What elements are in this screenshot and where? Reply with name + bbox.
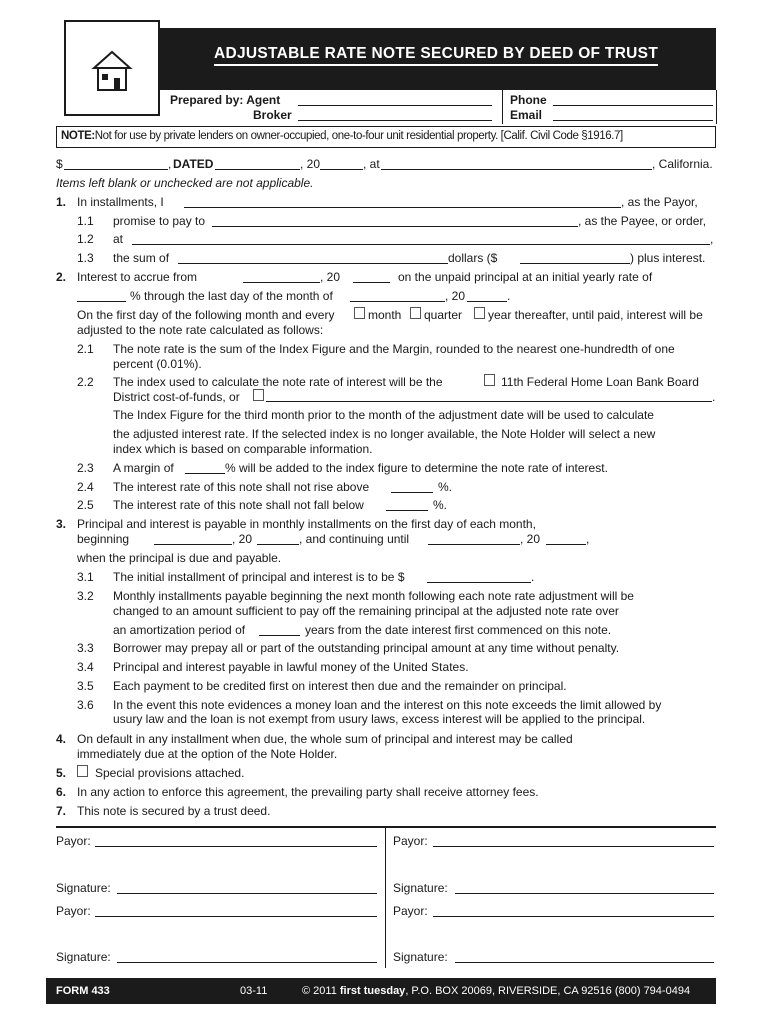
item-3-6-line-1: In the event this note evidences a money loan and the interest on this note exceeds the limit allowed by <box>113 698 662 712</box>
item-2-1-line-2: percent (0.01%). <box>113 357 202 371</box>
sum-words-field[interactable] <box>178 263 448 264</box>
agent-field[interactable] <box>298 105 492 106</box>
item-3-4-number: 3.4 <box>77 660 94 674</box>
signature-label-left-2: Signature: <box>56 950 111 964</box>
phone-label: Phone <box>510 93 547 107</box>
item-2-2-line-4: the adjusted interest rate. If the selected index is no longer available, the Note Holder will select a new <box>113 427 656 441</box>
dated-field[interactable] <box>215 169 300 170</box>
blank-note: Items left blank or unchecked are not applicable. <box>56 176 314 190</box>
section-1-number: 1. <box>56 195 67 209</box>
item-2-1-number: 2.1 <box>77 342 94 356</box>
amortization-period-field[interactable] <box>259 635 300 636</box>
broker-label: Broker <box>253 108 292 122</box>
item-2-2-line-1b: 11th Federal Home Loan Bank Board <box>501 375 699 389</box>
document-title: ADJUSTABLE RATE NOTE SECURED BY DEED OF TRUST <box>214 45 658 66</box>
margin-field[interactable] <box>185 473 225 474</box>
beginning-date-field[interactable] <box>154 544 232 545</box>
item-2-4-text-b: %. <box>438 480 453 494</box>
item-2-2-line-5: index which is based on comparable information. <box>113 442 373 456</box>
section-5-number: 5. <box>56 766 67 780</box>
section-4-line-1: On default in any installment when due, the whole sum of principal and interest may be called <box>77 732 573 746</box>
quarter-checkbox[interactable] <box>410 307 421 319</box>
item-3-6-number: 3.6 <box>77 698 94 712</box>
beginning-year-field[interactable] <box>257 544 299 545</box>
section-2-line-4: adjusted to the note rate calculated as follows: <box>77 323 324 337</box>
amount-field[interactable] <box>64 169 168 170</box>
item-3-5-number: 3.5 <box>77 679 94 693</box>
at-label: , at <box>363 157 380 171</box>
section-7-number: 7. <box>56 804 67 818</box>
rate-floor-field[interactable] <box>386 510 428 511</box>
item-3-1-text-b: . <box>531 570 535 584</box>
section-4-number: 4. <box>56 732 67 746</box>
house-icon <box>66 22 158 114</box>
section-6-number: 6. <box>56 785 67 799</box>
item-3-2-line-3b: years from the date interest first commenced on this note. <box>305 623 612 637</box>
item-3-2-number: 3.2 <box>77 589 94 603</box>
item-3-5-text: Each payment to be credited first on interest then due and the remainder on principal. <box>113 679 567 693</box>
item-1-3-tail: ) plus interest. <box>630 251 706 265</box>
section-2-line-2c: . <box>507 289 511 303</box>
accrue-year-field[interactable] <box>353 282 390 283</box>
item-3-1-number: 3.1 <box>77 570 94 584</box>
accrue-date-field[interactable] <box>243 282 320 283</box>
signature-field-left-1[interactable] <box>117 893 377 894</box>
item-1-3-mid: dollars ($ <box>448 251 498 265</box>
item-1-1-tail: , as the Payee, or order, <box>578 214 707 228</box>
item-2-4-text-a: The interest rate of this note shall not rise above <box>113 480 370 494</box>
publisher-address: , P.O. BOX 20069, RIVERSIDE, CA 92516 (800) 794-0494 <box>405 985 691 997</box>
section-5-text: Special provisions attached. <box>95 766 245 780</box>
item-3-2-line-3a: an amortization period of <box>113 623 246 637</box>
payor-field-right-1[interactable] <box>433 846 714 847</box>
rate-year-field[interactable] <box>467 301 507 302</box>
section-1-text: In installments, I <box>77 195 164 209</box>
item-2-3-text-a: A margin of <box>113 461 174 475</box>
payor-label-left-2: Payor: <box>56 904 91 918</box>
section-2-line-1c: on the unpaid principal at an initial yearly rate of <box>398 270 653 284</box>
special-provisions-checkbox[interactable] <box>77 765 88 777</box>
section-3-line-1: Principal and interest is payable in monthly installments on the first day of each month, <box>77 517 536 531</box>
dated-label: DATED <box>173 157 214 171</box>
item-3-2-line-2: changed to an amount sufficient to pay off the remaining principal at the adjusted note rate over <box>113 604 619 618</box>
payor-name-field[interactable] <box>184 207 621 208</box>
payor-label-right-2: Payor: <box>393 904 428 918</box>
copyright-text: © 2011 <box>302 985 337 997</box>
month-checkbox[interactable] <box>354 307 365 319</box>
section-2-line-2b: , 20 <box>445 289 466 303</box>
item-3-6-line-2: usury law and the loan is not exempt from usury laws, excess interest will be applied to the principal. <box>113 712 646 726</box>
logo <box>64 20 160 116</box>
item-2-5-text-b: %. <box>433 498 448 512</box>
item-1-3-number: 1.3 <box>77 251 94 265</box>
dated-comma: , <box>168 157 172 171</box>
form-number: FORM 433 <box>56 985 110 997</box>
year-checkbox[interactable] <box>474 307 485 319</box>
footer-publisher-line <box>302 985 690 997</box>
section-2-line-1b: , 20 <box>320 270 341 284</box>
section-3-line-2b: , 20 <box>232 532 253 546</box>
payor-field-left-1[interactable] <box>95 846 377 847</box>
year-field[interactable] <box>320 169 363 170</box>
item-2-2-line-2-tail: . <box>712 390 716 404</box>
payor-field-left-2[interactable] <box>95 916 377 917</box>
item-2-3-number: 2.3 <box>77 461 94 475</box>
dollar-sign: $ <box>56 157 63 171</box>
phone-field[interactable] <box>553 105 713 106</box>
item-3-2-line-1: Monthly installments payable beginning the next month following each note rate adjustment will be <box>113 589 634 603</box>
note-label: NOTE: <box>61 130 95 142</box>
signature-divider <box>56 826 716 828</box>
publisher-name: first tuesday <box>339 985 406 997</box>
item-2-2-line-3: The Index Figure for the third month prior to the month of the adjustment date will be used to calculate <box>113 408 654 422</box>
item-1-1-text: promise to pay to <box>113 214 206 228</box>
section-3-line-2e: , <box>586 532 590 546</box>
section-2-line-2a: % through the last day of the month of <box>130 289 333 303</box>
item-1-1-number: 1.1 <box>77 214 94 228</box>
section-6-text: In any action to enforce this agreement, the prevailing party shall receive attorney fees. <box>77 785 539 799</box>
year-prefix: , 20 <box>300 157 321 171</box>
fhlbb-index-checkbox[interactable] <box>484 374 495 386</box>
year-option-label: year thereafter, until paid, interest will be <box>488 308 703 322</box>
payment-location-field[interactable] <box>132 244 710 245</box>
city-field[interactable] <box>381 169 652 170</box>
prepared-by-label: Prepared by: Agent <box>170 93 281 107</box>
note-text: Not for use by private lenders on owner-occupied, one-to-four unit residential property. [Calif. Civil Code §1916.7] <box>94 130 623 142</box>
signature-label-left-1: Signature: <box>56 881 111 895</box>
item-2-5-number: 2.5 <box>77 498 94 512</box>
other-index-checkbox[interactable] <box>253 389 264 401</box>
item-3-1-text-a: The initial installment of principal and interest is to be $ <box>113 570 405 584</box>
item-2-2-line-2: District cost-of-funds, or <box>113 390 240 404</box>
other-index-field[interactable] <box>266 401 712 402</box>
signature-label-right-2: Signature: <box>393 950 448 964</box>
form-revision: 03-11 <box>240 985 268 997</box>
signature-field-left-2[interactable] <box>117 962 377 963</box>
rate-month-field[interactable] <box>350 301 445 302</box>
section-3-line-3: when the principal is due and payable. <box>77 551 282 565</box>
section-1-tail: , as the Payor, <box>621 195 698 209</box>
section-2-number: 2. <box>56 270 67 284</box>
item-3-3-text: Borrower may prepay all or part of the outstanding principal amount at any time without penalty. <box>113 641 620 655</box>
note-box <box>56 126 716 148</box>
item-2-3-text-b: % will be added to the index figure to determine the note rate of interest. <box>225 461 608 475</box>
until-date-field[interactable] <box>428 544 520 545</box>
email-label: Email <box>510 108 543 122</box>
item-3-3-number: 3.3 <box>77 641 94 655</box>
initial-rate-field[interactable] <box>77 301 126 302</box>
prepared-by-divider <box>502 90 503 124</box>
item-3-4-text: Principal and interest payable in lawful money of the United States. <box>113 660 469 674</box>
rate-ceiling-field[interactable] <box>391 492 433 493</box>
section-3-number: 3. <box>56 517 67 531</box>
item-2-5-text-a: The interest rate of this note shall not fall below <box>113 498 364 512</box>
signature-field-right-1[interactable] <box>455 893 714 894</box>
until-year-field[interactable] <box>546 544 586 545</box>
section-3-line-2c: , and continuing until <box>299 532 410 546</box>
payee-field[interactable] <box>212 226 578 227</box>
email-field[interactable] <box>553 120 713 121</box>
item-1-2-tail: , <box>710 232 714 246</box>
california-label: , California. <box>652 157 713 171</box>
section-2-line-3a: On the first day of the following month and every <box>77 308 335 322</box>
initial-installment-field[interactable] <box>427 582 531 583</box>
month-option-label: month <box>368 308 402 322</box>
quarter-option-label: quarter <box>424 308 463 322</box>
item-2-2-line-1: The index used to calculate the note rate of interest will be the <box>113 375 443 389</box>
section-3-line-2d: , 20 <box>520 532 541 546</box>
signature-field-right-2[interactable] <box>455 962 714 963</box>
item-1-2-text: at <box>113 232 124 246</box>
item-1-2-number: 1.2 <box>77 232 94 246</box>
payor-field-right-2[interactable] <box>433 916 714 917</box>
signature-label-right-1: Signature: <box>393 881 448 895</box>
broker-field[interactable] <box>298 120 492 121</box>
item-2-2-number: 2.2 <box>77 375 94 389</box>
section-2-line-1a: Interest to accrue from <box>77 270 198 284</box>
payor-label-right-1: Payor: <box>393 834 428 848</box>
section-7-text: This note is secured by a trust deed. <box>77 804 271 818</box>
payor-label-left-1: Payor: <box>56 834 91 848</box>
sum-number-field[interactable] <box>520 263 630 264</box>
section-4-line-2: immediately due at the option of the Note Holder. <box>77 747 338 761</box>
item-2-4-number: 2.4 <box>77 480 94 494</box>
signature-column-divider <box>385 828 386 968</box>
item-1-3-text: the sum of <box>113 251 170 265</box>
item-2-1-line-1: The note rate is the sum of the Index Figure and the Margin, rounded to the nearest one-hundredth of one <box>113 342 675 356</box>
section-3-line-2a: beginning <box>77 532 130 546</box>
